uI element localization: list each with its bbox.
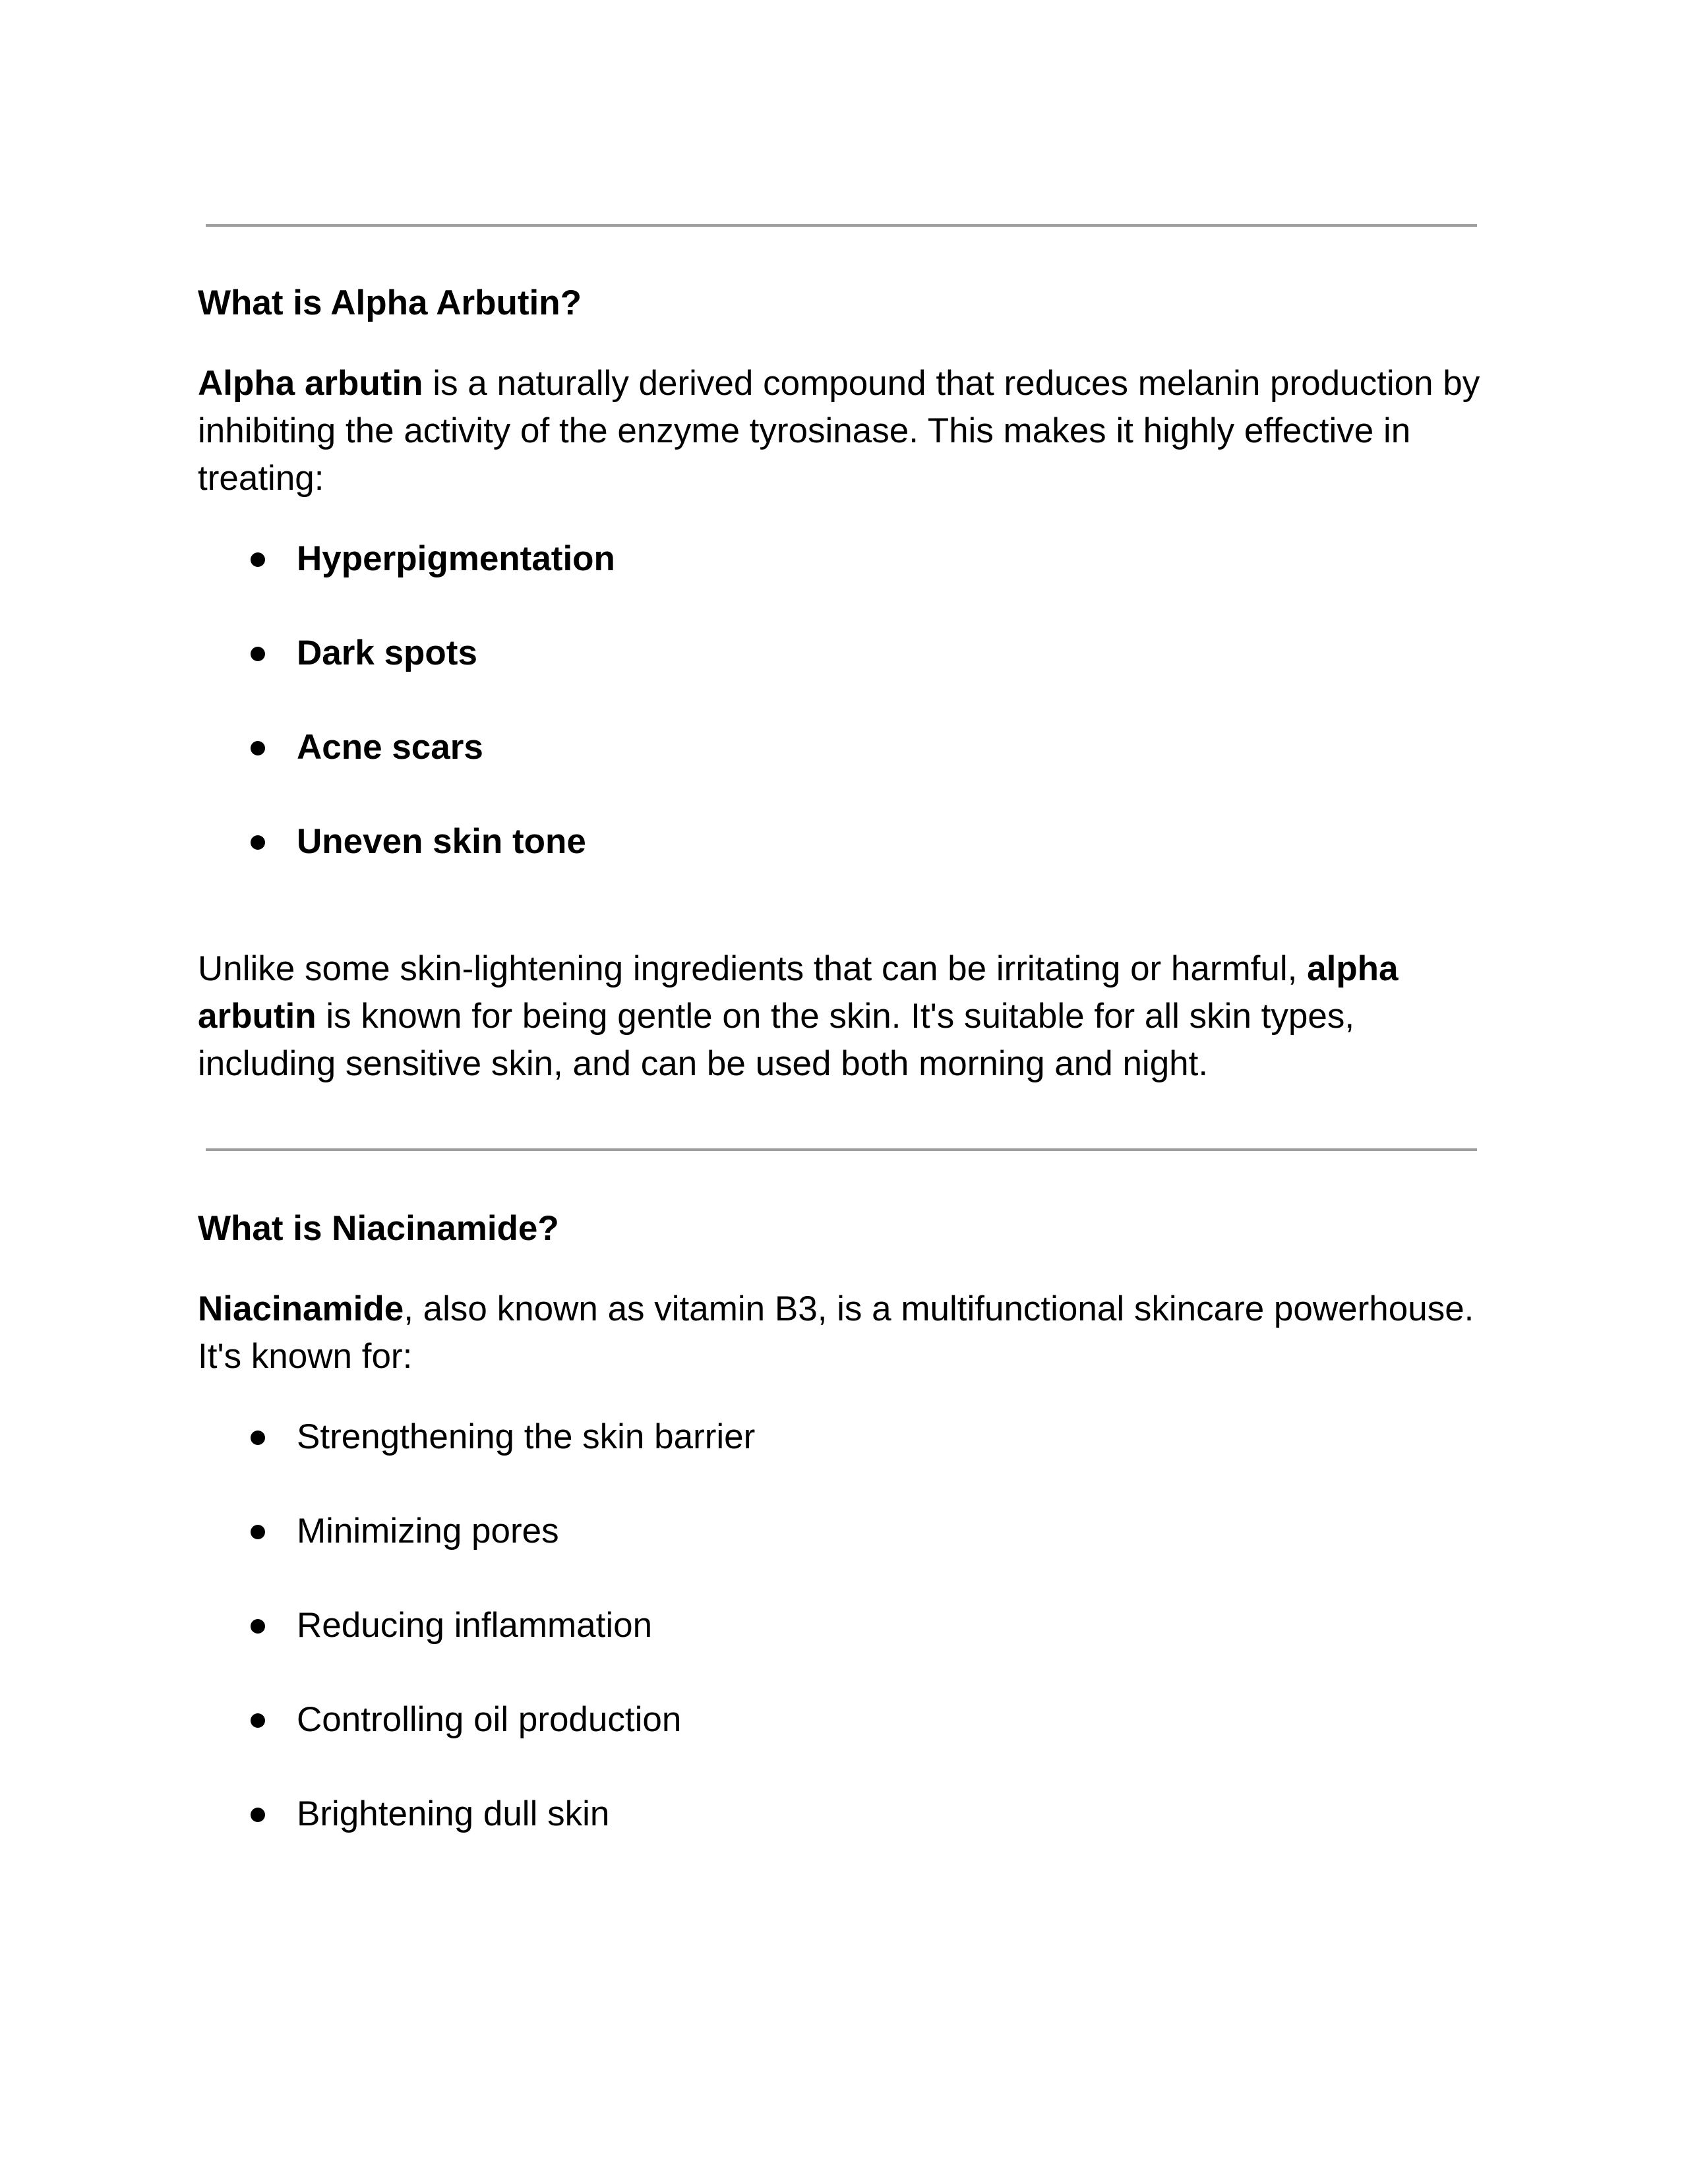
horizontal-rule <box>206 224 1477 227</box>
intro-text: is a naturally derived compound that reduces melanin production by inhibiting the activity of the enzyme tyrosinase. This makes it highly effective in treating: <box>198 364 1480 498</box>
intro-term: Alpha arbutin <box>198 364 423 403</box>
document-page: What is Alpha Arbutin? Alpha arbutin is a naturally derived compound that reduces melanin production by inhibiting the activity of the enzyme tyrosinase. This makes it highly effective in treating: Hyperpigmentation Dark spots Acne scars Uneven skin tone Unlike some skin-lightening ingredients that can be irritating or harmful, alpha arbutin is known for being gentle on the skin. It's suitable for all skin types, including sensitive skin, and can be used both morning and night. What is Niacinamide? Niacinamide, also known as vitamin B3, is a multifunctional skincare powerhouse. It's known for: Strengthening the skin barrier Minimizing pores Reducing inflammation Controlling oil production Brightening dull skin <box>0 0 1688 2184</box>
bullet-icon <box>251 741 265 755</box>
bullet-icon <box>251 647 265 661</box>
section-alpha-arbutin <box>198 280 1490 327</box>
section-heading: What is Alpha Arbutin? <box>198 283 582 322</box>
intro-term: Niacinamide <box>198 1289 404 1328</box>
section-heading: What is Niacinamide? <box>198 1209 559 1248</box>
bullet-icon <box>251 1808 265 1822</box>
bullet-icon <box>251 1619 265 1634</box>
section-niacinamide <box>198 1205 1490 1253</box>
closing-text-end: is known for being gentle on the skin. It's suitable for all skin types, including sensitive skin, and can be used both morning and night. <box>198 997 1355 1083</box>
bullet-icon <box>251 1713 265 1728</box>
bullet-icon <box>251 835 265 850</box>
intro-paragraph <box>198 1285 1490 1380</box>
bullet-icon <box>251 1431 265 1445</box>
closing-paragraph <box>198 945 1490 1088</box>
bullet-icon <box>251 552 265 567</box>
horizontal-rule <box>206 1148 1477 1151</box>
closing-term: alpha arbutin <box>198 949 1399 1036</box>
intro-paragraph <box>198 360 1490 502</box>
intro-text: , also known as vitamin B3, is a multifunctional skincare powerhouse. It's known for: <box>198 1289 1474 1376</box>
bullet-icon <box>251 1525 265 1539</box>
closing-text-start: Unlike some skin-lightening ingredients that can be irritating or harmful, <box>198 949 1308 988</box>
